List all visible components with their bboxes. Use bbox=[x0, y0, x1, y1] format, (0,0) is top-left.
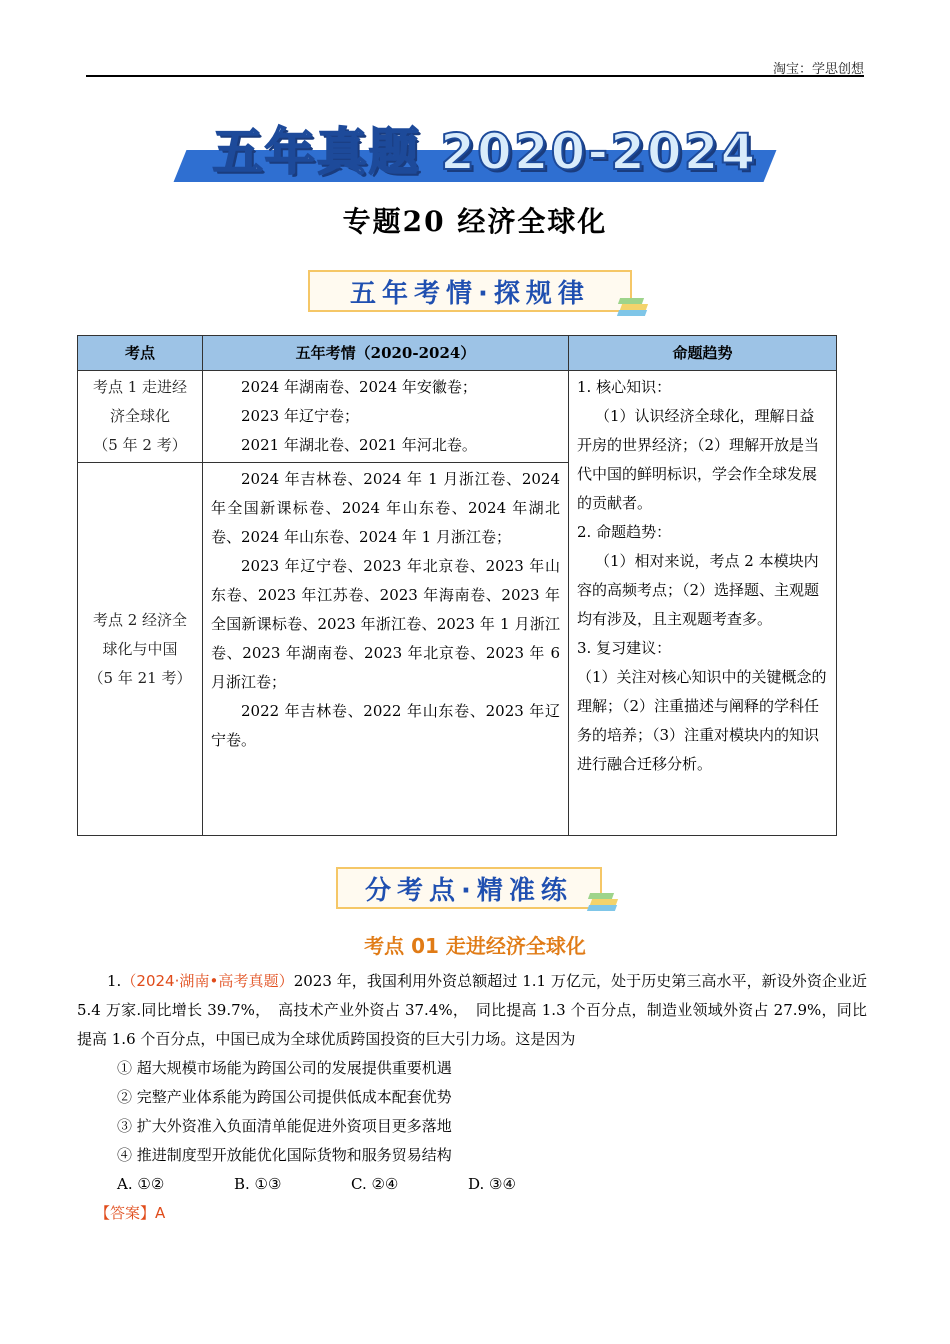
books-icon bbox=[588, 893, 618, 913]
question-source: （2024·湖南•高考真题） bbox=[121, 972, 294, 990]
table-header-kd: 考点 bbox=[78, 336, 203, 371]
page-title: 专题20 经济全球化 bbox=[342, 205, 608, 238]
choice-a: A. ①② bbox=[117, 1175, 165, 1193]
option-item: ③ 扩大外资准入负面清单能促进外资项目更多落地 bbox=[117, 1117, 452, 1135]
exam-table bbox=[77, 335, 837, 836]
header-rule bbox=[86, 75, 864, 77]
kaodian-1: 考点 1 走进经 济全球化 （5 年 2 考） bbox=[78, 371, 203, 463]
choice-b: B. ①③ bbox=[234, 1175, 282, 1193]
question-stem bbox=[77, 967, 867, 1054]
question-1 bbox=[77, 967, 867, 1228]
section-title: 考点 01 走进经济全球化 bbox=[364, 934, 586, 958]
section-tag-practice: 分考点·精准练 bbox=[336, 867, 602, 909]
header-note: 淘宝：学思创想 bbox=[772, 62, 864, 77]
kaodian-2: 考点 2 经济全 球化与中国 （5 年 21 考） bbox=[78, 463, 203, 836]
banner-text: 五年真题 2020-2024 bbox=[212, 123, 758, 181]
choice-c: C. ②④ bbox=[351, 1175, 399, 1193]
question-text: 2023 年，我国利用外资总额超过 1.1 万亿元，处于历史第三高水平，新设外资企业近 5.4 万家.同比增长 39.7%， 高技术产业外资占 37.4%， 同比提高 1.3 个百分点，制造业领域外资占 27.9%，同比提高 1.6 个百分点，中国已成为全球优质跨国投资的巨大引力场。这是因为 bbox=[77, 972, 867, 1048]
kaoqing-1: 2024 年湖南卷、2024 年安徽卷； 2023 年辽宁卷； 2021 年湖北卷、2021 年河北卷。 bbox=[203, 371, 569, 463]
choices bbox=[77, 1170, 867, 1199]
books-icon bbox=[618, 298, 648, 318]
answer: 【答案】A bbox=[95, 1204, 166, 1222]
choice-d: D. ③④ bbox=[468, 1175, 516, 1193]
table-header-trend: 命题趋势 bbox=[569, 336, 837, 371]
section-tag-trends: 五年考情·探规律 bbox=[308, 270, 632, 312]
option-item: ④ 推进制度型开放能优化国际货物和服务贸易结构 bbox=[117, 1146, 452, 1164]
banner bbox=[180, 110, 770, 186]
question-number: 1. bbox=[107, 972, 122, 990]
trend-cell: 1. 核心知识： （1）认识经济全球化，理解日益开房的世界经济；（2）理解开放是当代中国的鲜明标识，学会作全球发展的贡献者。 2. 命题趋势： （1）相对来说，考点 2 本模块内容的高频考点；（2）选择题、主观题均有涉及，且主观题考查多。 3. 复习建议： （1）关注对核心知识中的关键概念的理解；（2）注重描述与阐释的学科任务的培养；（3）注重对模块内的知识进行融合迁移分析。 bbox=[569, 371, 837, 836]
option-item: ② 完整产业体系能为跨国公司提供低成本配套优势 bbox=[117, 1088, 452, 1106]
kaoqing-2: 2024 年吉林卷、2024 年 1 月浙江卷、2024 年全国新课标卷、2024 年山东卷、2024 年湖北卷、2024 年山东卷、2024 年 1 月浙江卷； 2023 年辽宁卷、2023 年北京卷、2023 年山东卷、2023 年江苏卷、2023 年海南卷、2023 年全国新课标卷、2023 年浙江卷、2023 年 1 月浙江卷、2023 年湖南卷、2023 年北京卷、2023 年 6 月浙江卷； 2022 年吉林卷、2022 年山东卷、2023 年辽宁卷。 bbox=[203, 463, 569, 836]
table-header-qy: 五年考情（2020-2024） bbox=[203, 336, 569, 371]
table-row bbox=[78, 371, 837, 463]
option-item: ① 超大规模市场能为跨国公司的发展提供重要机遇 bbox=[117, 1059, 452, 1077]
